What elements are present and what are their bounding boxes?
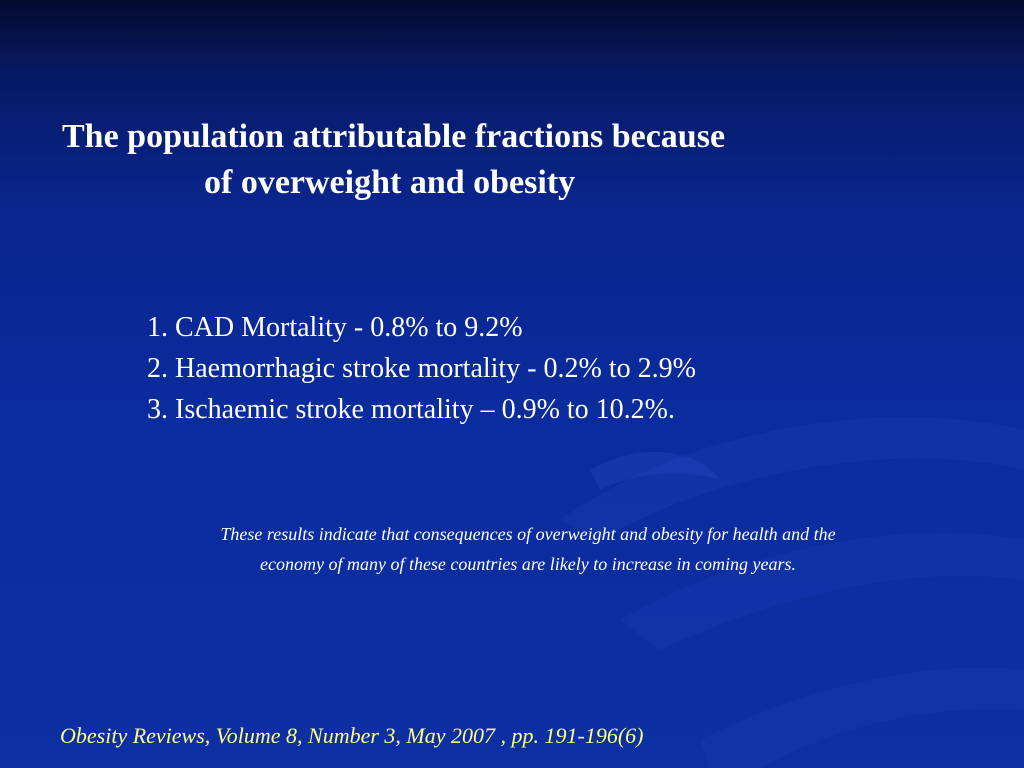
citation: Obesity Reviews, Volume 8, Number 3, May 2007 , pp. 191-196(6) — [60, 723, 644, 748]
list-item-cad-mortality: 1. CAD Mortality - 0.8% to 9.2% — [147, 312, 523, 343]
results-note-line-1: These results indicate that consequences of overweight and obesity for health and the — [220, 524, 836, 544]
list-item-haemorrhagic-stroke: 2. Haemorrhagic stroke mortality - 0.2% to 2.9% — [147, 353, 696, 384]
list-item-ischaemic-stroke: 3. Ischaemic stroke mortality – 0.9% to 10.2%. — [147, 394, 675, 425]
mortality-list — [147, 307, 696, 430]
results-note-line-2: economy of many of these countries are likely to increase in coming years. — [259, 554, 797, 574]
results-note — [100, 519, 956, 579]
slide-title-line-1: The population attributable fractions because — [62, 118, 726, 155]
slide-title — [62, 114, 862, 206]
slide-title-line-2: of overweight and obesity — [204, 164, 576, 201]
